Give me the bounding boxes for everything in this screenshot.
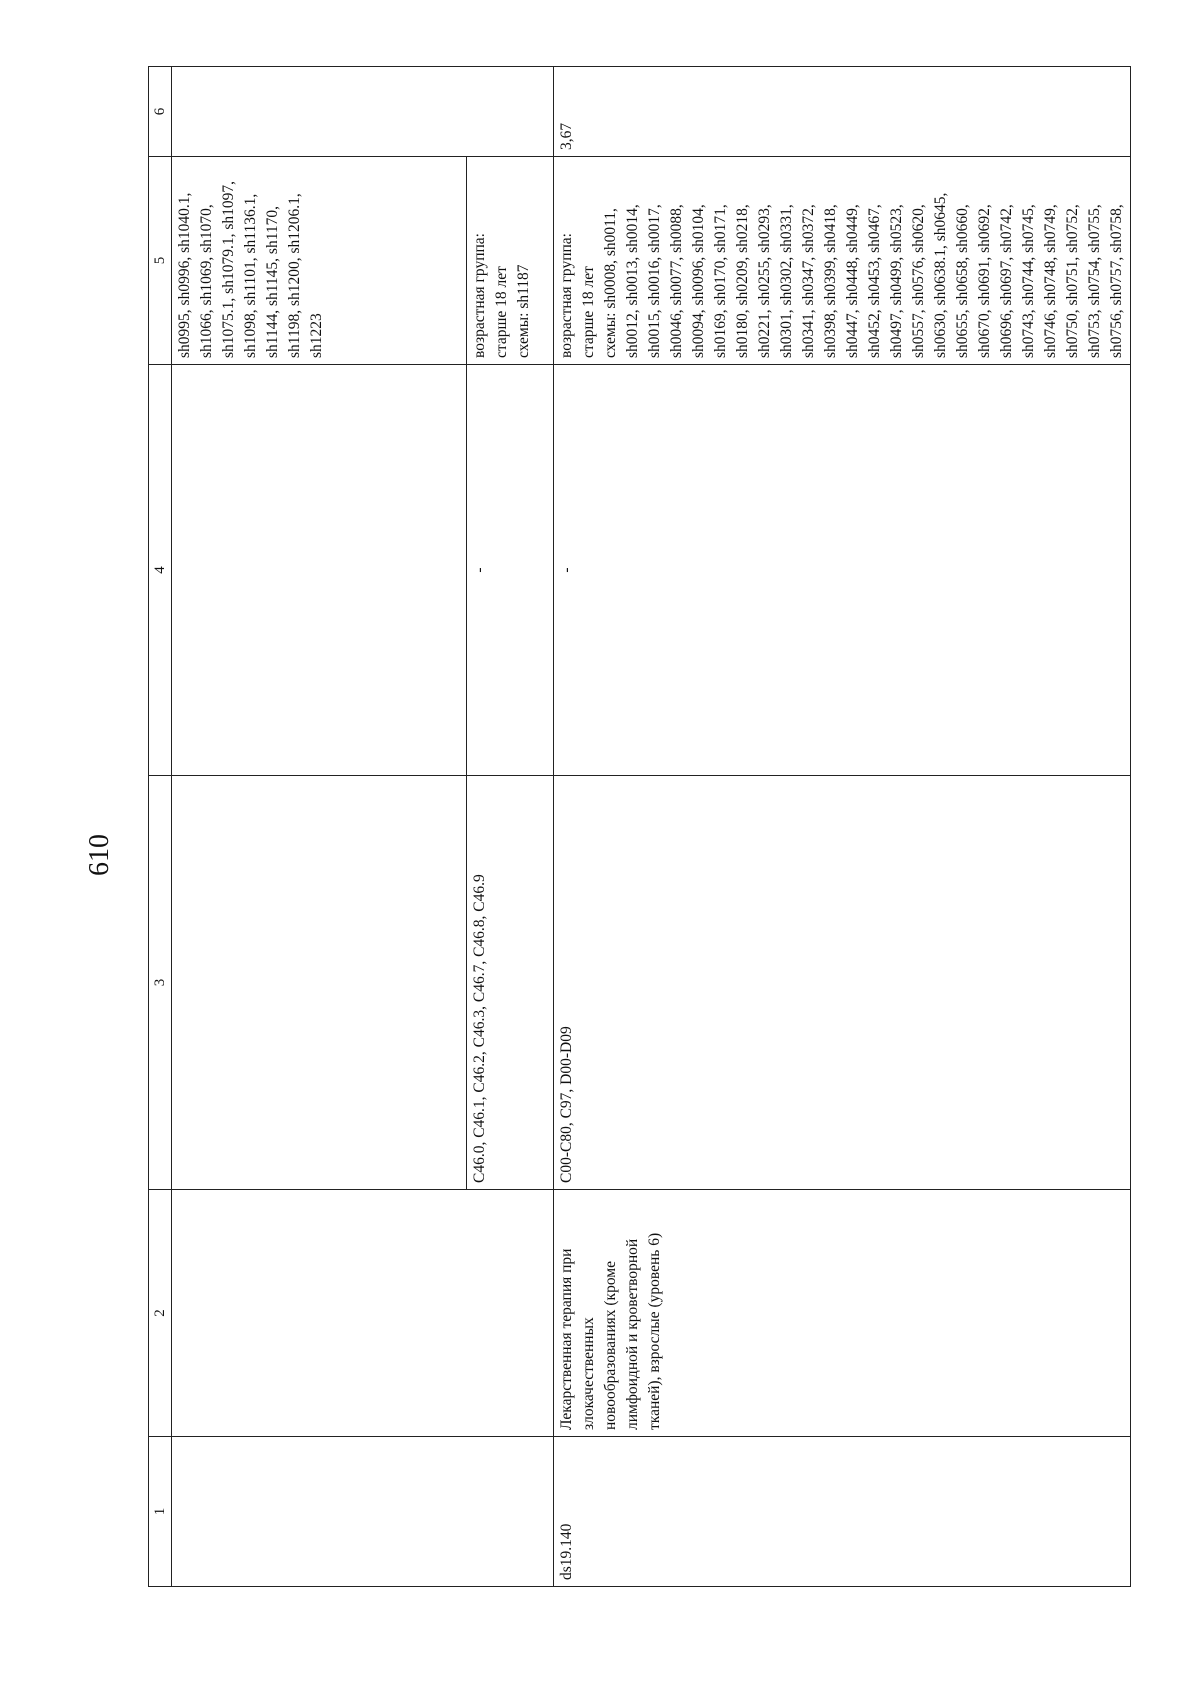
- age-group-label: возрастная группа:: [558, 233, 575, 358]
- row3-col1: ds19.140: [554, 1437, 1131, 1587]
- table-row: [554, 67, 1131, 1587]
- row3-col2: Лекарственная терапия при злокачественных новообразованиях (кроме лимфоидной и кроветворной тканей), взрослые (уровень 6): [554, 1190, 1131, 1437]
- age-group-label: возрастная группа:: [471, 233, 488, 358]
- row1-col5: sh0995, sh0996, sh1040.1, sh1066, sh1069, sh1070, sh1075.1, sh1079.1, sh1097, sh1098, sh1101, sh1136.1, sh1144, sh1145, sh1170, sh1198, sh1200, sh1206.1, sh1223: [172, 157, 467, 365]
- age-group-value: старше 18 лет: [580, 266, 597, 358]
- col-header-2: 2: [149, 1190, 172, 1437]
- col-header-4: 4: [149, 365, 172, 776]
- schemes-list: схемы: sh1187: [515, 264, 532, 358]
- row2-col5: [467, 157, 554, 365]
- header-row: [149, 67, 172, 1587]
- row1-col2: [172, 1190, 554, 1437]
- col-header-5: 5: [149, 157, 172, 365]
- schemes-list-start: схемы: sh0008, sh0011,: [602, 208, 619, 358]
- col-header-3: 3: [149, 776, 172, 1190]
- col-header-1: 1: [149, 1437, 172, 1587]
- row3-col6: 3,67: [554, 67, 1131, 157]
- schemes-list: sh0012, sh0013, sh0014, sh0015, sh0016, sh0017, sh0046, sh0077, sh0088, sh0094, sh0096, sh0104, sh0169, sh0170, sh0171, sh0180, sh0209, sh0218, sh0221, sh0255, sh0293, sh0301, sh0302, sh0331, sh0341, sh0347, sh0372, sh0398, sh0399, sh0418, sh0447, sh0448, sh0449, sh0452, sh0453, sh0467, sh0497, sh0499, sh0523, sh0557, sh0576, sh0620, sh0630, sh0638.1, sh0645, sh0655, sh0658, sh0660, sh0670, sh0691, sh0692, sh0696, sh0697, sh0742, sh0743, sh0744, sh0745, sh0746, sh0748, sh0749, sh0750, sh0751, sh0752, sh0753, sh0754, sh0755, sh0756, sh0757, sh0758,: [624, 192, 1125, 358]
- row1-col1: [172, 1437, 554, 1587]
- page-number: 610: [84, 834, 115, 876]
- tariff-table: [148, 66, 1131, 1587]
- table-row: [172, 67, 467, 1587]
- row3-col4: -: [554, 365, 1131, 776]
- row2-col4: -: [467, 365, 554, 776]
- rotated-table-wrapper: [148, 67, 1125, 1587]
- row1-col6: [172, 67, 554, 157]
- row2-col3: C46.0, C46.1, C46.2, C46.3, C46.7, C46.8, C46.9: [467, 776, 554, 1190]
- row1-col4: [172, 365, 467, 776]
- row1-col3: [172, 776, 467, 1190]
- row3-col5: [554, 157, 1131, 365]
- age-group-value: старше 18 лет: [493, 266, 510, 358]
- row3-col3: C00-C80, C97, D00-D09: [554, 776, 1131, 1190]
- col-header-6: 6: [149, 67, 172, 157]
